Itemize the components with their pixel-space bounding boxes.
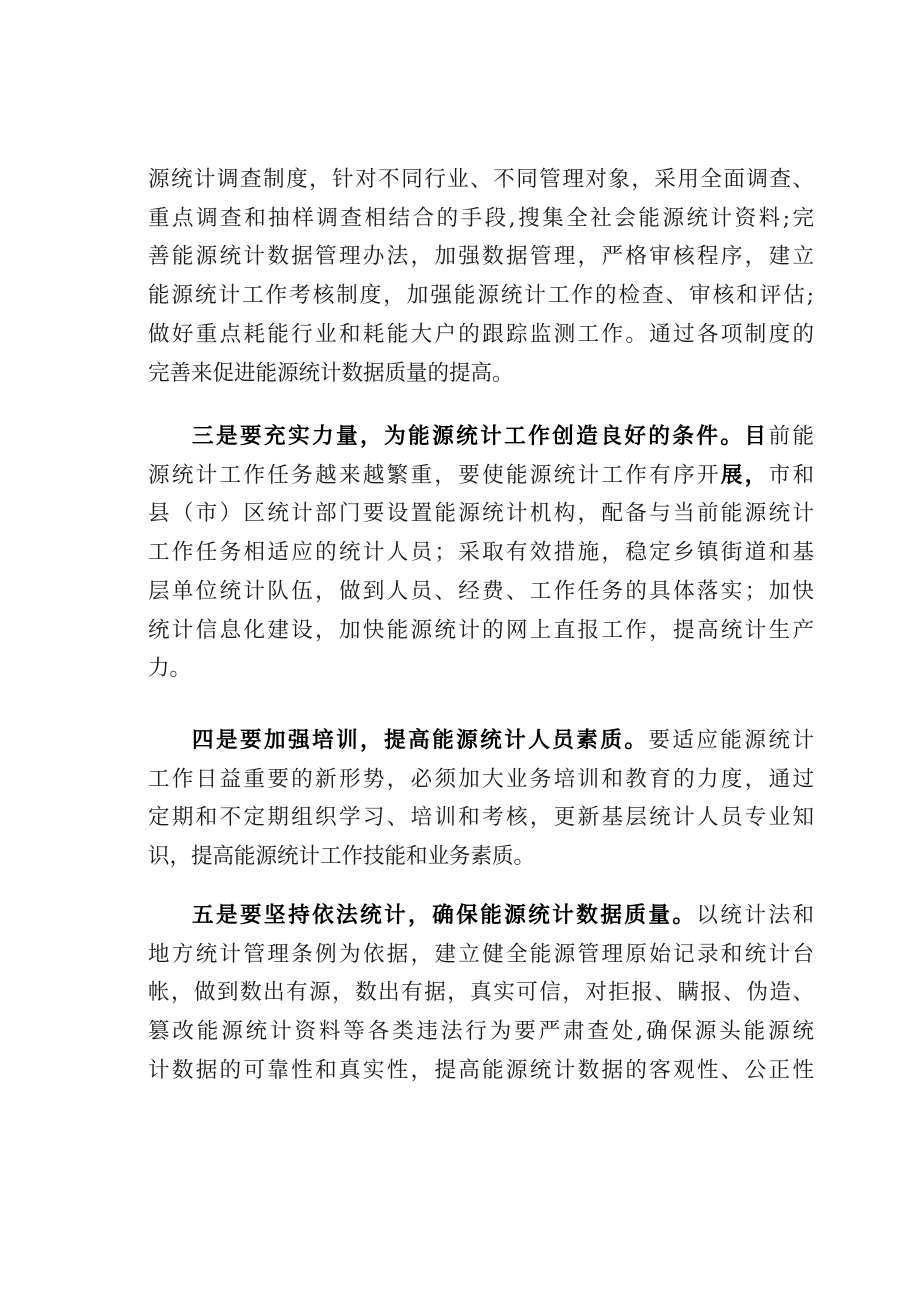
text-line (148, 281, 814, 311)
body-text: 力。 (148, 656, 192, 682)
body-text: 完善来促进能源统计数据质量的提高。 (148, 360, 514, 386)
bold-heading-text: 五是要坚持依法统计，确保能源统计数据质量。 (192, 903, 697, 928)
body-text: 源统计调查制度，针对不同行业、不同管理对象，采用全面调查、 (148, 167, 814, 192)
bold-heading-text: 四是要加强培训，提高能源统计人员素质。 (192, 728, 649, 753)
text-line (148, 320, 814, 350)
text-line (148, 461, 814, 491)
text-line (148, 616, 814, 646)
body-text: 重点调查和抽样调查相结合的手段,搜集全社会能源统计资料;完 (148, 205, 814, 231)
text-line (148, 842, 814, 872)
text-line (148, 765, 814, 795)
text-line (148, 538, 814, 568)
body-text: 地方统计管理条例为依据，建立健全能源管理原始记录和统计台 (148, 941, 814, 967)
body-text: 源统计工作任务越来越繁重，要使能源统计工作有序开 (148, 462, 721, 488)
bold-heading-text: 三是要充实力量，为能源统计工作创造良好的条件。目 (192, 424, 769, 449)
text-line (148, 499, 814, 529)
body-text: 以统计法和 (696, 903, 814, 928)
text-line (148, 577, 814, 607)
body-text: 篡改能源统计资料等各类违法行为要严肃查处,确保源头能源统 (148, 1019, 814, 1045)
text-line (148, 165, 814, 195)
text-line (148, 204, 814, 234)
body-text: 要适应能源统计 (648, 728, 814, 753)
text-line (192, 422, 814, 452)
body-text: 统计信息化建设，加快能源统计的网上直报工作，提高统计生产 (148, 617, 814, 643)
body-text: 做好重点耗能行业和耗能大户的跟踪监测工作。通过各项制度的 (148, 321, 814, 347)
text-line (192, 726, 814, 756)
text-line (148, 359, 814, 389)
text-line (148, 940, 814, 970)
body-text: 工作任务相适应的统计人员；采取有效措施，稳定乡镇街道和基 (148, 540, 814, 566)
bold-heading-text: 展， (720, 462, 769, 488)
body-text: 层单位统计队伍，做到人员、经费、工作任务的具体落实；加快 (148, 578, 814, 604)
body-text: 能源统计工作考核制度，加强能源统计工作的检查、审核和评估; (148, 283, 814, 309)
text-line (148, 654, 814, 684)
body-text: 定期和不定期组织学习、培训和考核，更新基层统计人员专业知 (148, 805, 814, 831)
body-text: 前能 (768, 424, 814, 449)
body-text: 市和 (768, 462, 814, 488)
text-line (148, 1017, 814, 1047)
text-line (148, 1056, 814, 1086)
body-text: 识，提高能源统计工作技能和业务素质。 (148, 844, 536, 870)
body-text: 县（市）区统计部门要设置能源统计机构，配备与当前能源统计 (148, 501, 814, 527)
body-text: 计数据的可靠性和真实性，提高能源统计数据的客观性、公正性 (148, 1057, 814, 1083)
body-text: 帐，做到数出有源，数出有据，真实可信，对拒报、瞒报、伪造、 (148, 980, 814, 1006)
text-line (192, 901, 814, 931)
text-line (148, 803, 814, 833)
text-line (148, 978, 814, 1008)
body-text: 善能源统计数据管理办法，加强数据管理，严格审核程序，建立 (148, 244, 814, 270)
text-line (148, 242, 814, 272)
body-text: 工作日益重要的新形势，必须加大业务培训和教育的力度，通过 (148, 766, 814, 792)
